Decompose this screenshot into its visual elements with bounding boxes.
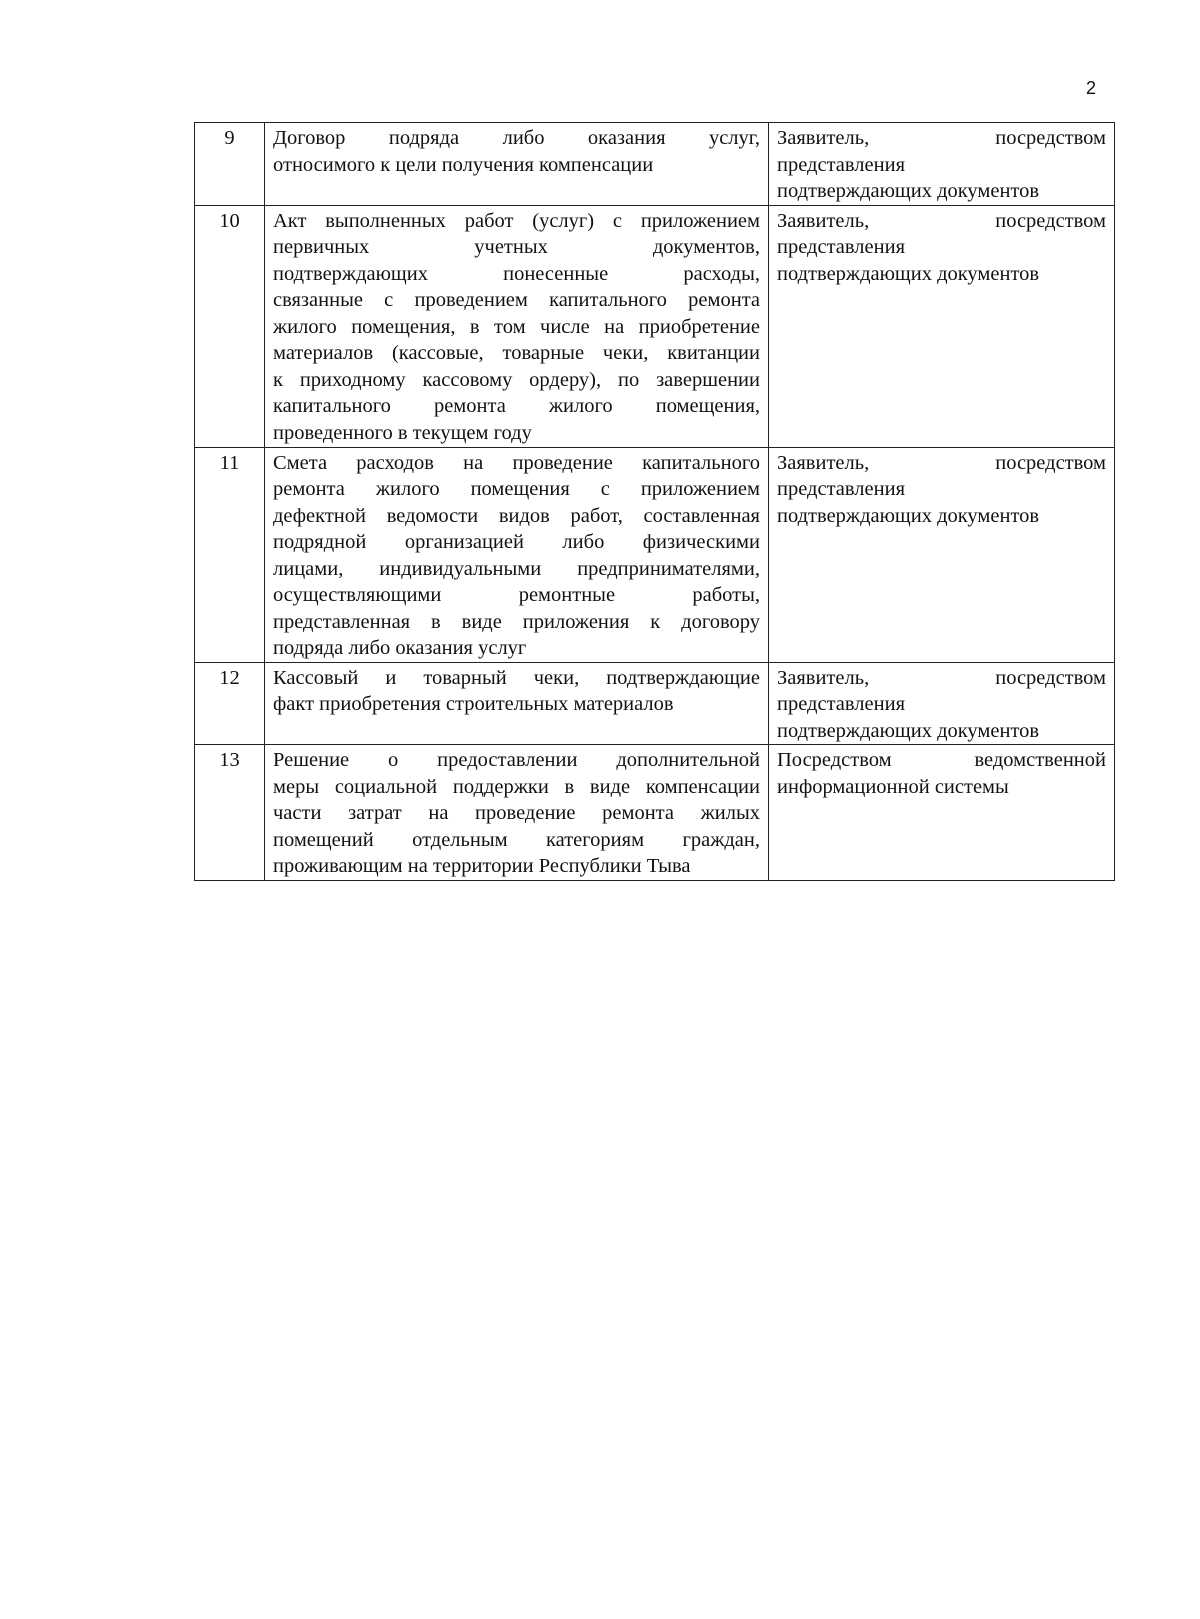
source-line: подтверждающих документов [777, 262, 1040, 285]
page-number: 2 [1086, 78, 1097, 98]
source-line: Заявитель, посредством [777, 209, 1106, 232]
row-number: 12 [195, 662, 265, 745]
source-line: Заявитель, посредством [777, 451, 1106, 474]
source-line: представления [777, 693, 905, 715]
document-line: относимого к цели получения компенсации [273, 153, 654, 176]
document-line: подряда либо оказания услуг [273, 637, 527, 659]
document-name-cell [265, 447, 769, 662]
source-cell [769, 123, 1115, 206]
row-number: 9 [195, 123, 265, 206]
source-line: подтверждающих документов [777, 719, 1040, 742]
table-row [195, 205, 1115, 447]
document-line: осуществляющими ремонтные работы, [273, 584, 760, 606]
source-line: представления [777, 478, 905, 500]
table-row [195, 447, 1115, 662]
document-line: первичных учетных документов, [273, 236, 760, 258]
table-row [195, 123, 1115, 206]
source-line: представления [777, 236, 905, 258]
source-line: подтверждающих документов [777, 504, 1040, 527]
document-line: подтверждающих понесенные расходы, [273, 262, 760, 285]
source-cell [769, 205, 1115, 447]
document-line: ремонта жилого помещения с приложением [273, 478, 760, 500]
document-line: лицами, индивидуальными предпринимателями, [273, 557, 760, 580]
document-name-cell [265, 662, 769, 745]
table-row [195, 662, 1115, 745]
source-line: представления [777, 153, 905, 176]
document-line: подрядной организацией либо физическими [273, 531, 760, 553]
document-line: капитального ремонта жилого помещения, [273, 395, 760, 417]
documents-table [194, 122, 1115, 881]
source-cell [769, 745, 1115, 881]
document-line: представленная в виде приложения к договору [273, 610, 760, 633]
document-name-cell [265, 205, 769, 447]
document-line: дефектной ведомости видов работ, составленная [273, 504, 760, 527]
document-line: факт приобретения строительных материалов [273, 693, 674, 715]
document-line: жилого помещения, в том числе на приобретение [273, 315, 760, 338]
document-name-cell [265, 745, 769, 881]
source-line: Заявитель, посредством [777, 127, 1106, 149]
document-line: Кассовый и товарный чеки, подтверждающие [273, 666, 760, 689]
document-line: Смета расходов на проведение капитального [273, 451, 760, 474]
document-line: Решение о предоставлении дополнительной [273, 749, 760, 771]
document-line: Акт выполненных работ (услуг) с приложением [273, 209, 760, 232]
source-line: подтверждающих документов [777, 180, 1040, 202]
source-line: Посредством ведомственной [777, 749, 1106, 771]
document-line: материалов (кассовые, товарные чеки, квитанции [273, 342, 760, 364]
source-cell [769, 447, 1115, 662]
row-number: 10 [195, 205, 265, 447]
document-line: помещений отдельным категориям граждан, [273, 828, 760, 851]
table-row [195, 745, 1115, 881]
source-line: информационной системы [777, 775, 1009, 798]
source-cell [769, 662, 1115, 745]
document-line: меры социальной поддержки в виде компенсации [273, 775, 760, 798]
document-line: части затрат на проведение ремонта жилых [273, 802, 760, 824]
document-line: Договор подряда либо оказания услуг, [273, 127, 760, 149]
row-number: 13 [195, 745, 265, 881]
document-line: проживающим на территории Республики Тыва [273, 855, 691, 877]
document-name-cell [265, 123, 769, 206]
document-line: связанные с проведением капитального ремонта [273, 289, 760, 311]
document-line: проведенного в текущем году [273, 421, 532, 444]
source-line: Заявитель, посредством [777, 666, 1106, 689]
document-line: к приходному кассовому ордеру), по завершении [273, 368, 760, 391]
row-number: 11 [195, 447, 265, 662]
